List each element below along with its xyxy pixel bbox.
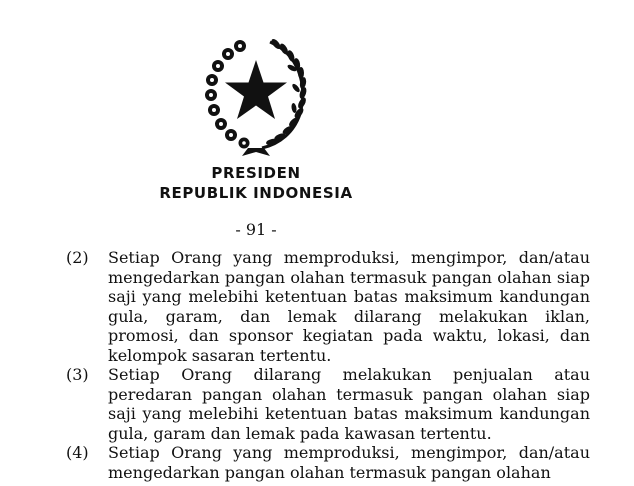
clause-number: (2) bbox=[66, 248, 89, 267]
state-emblem-icon bbox=[196, 32, 316, 158]
clause-number: (4) bbox=[66, 443, 89, 462]
clause-text: Setiap Orang dilarang melakukan penjualan atau peredaran pangan olahan termasuk pangan olahan siap saji yang melebihi ketentuan batas maksimum kandungan gula, garam dan lemak pada kawasan tertentu. bbox=[108, 365, 590, 443]
clause-item bbox=[66, 365, 590, 443]
clause-item bbox=[66, 443, 590, 482]
clause-text: Setiap Orang yang memproduksi, mengimpor, dan/atau mengedarkan pangan olahan termasuk pangan olahan bbox=[108, 443, 590, 482]
letterhead-title-republik: REPUBLIK INDONESIA bbox=[159, 184, 353, 202]
clause-list bbox=[66, 248, 590, 482]
clause-number: (3) bbox=[66, 365, 89, 384]
clause-text: Setiap Orang yang memproduksi, mengimpor, dan/atau mengedarkan pangan olahan termasuk pangan olahan siap saji yang melebihi ketentuan batas maksimum kandungan gula, garam, dan lemak dilarang melakukan iklan, promosi, dan sponsor kegiatan pada waktu, lokasi, dan kelompok sasaran tertentu. bbox=[108, 248, 590, 365]
clause-item bbox=[66, 248, 590, 365]
letterhead-title-presiden: PRESIDEN bbox=[211, 164, 301, 182]
page-number: - 91 - bbox=[235, 220, 277, 239]
